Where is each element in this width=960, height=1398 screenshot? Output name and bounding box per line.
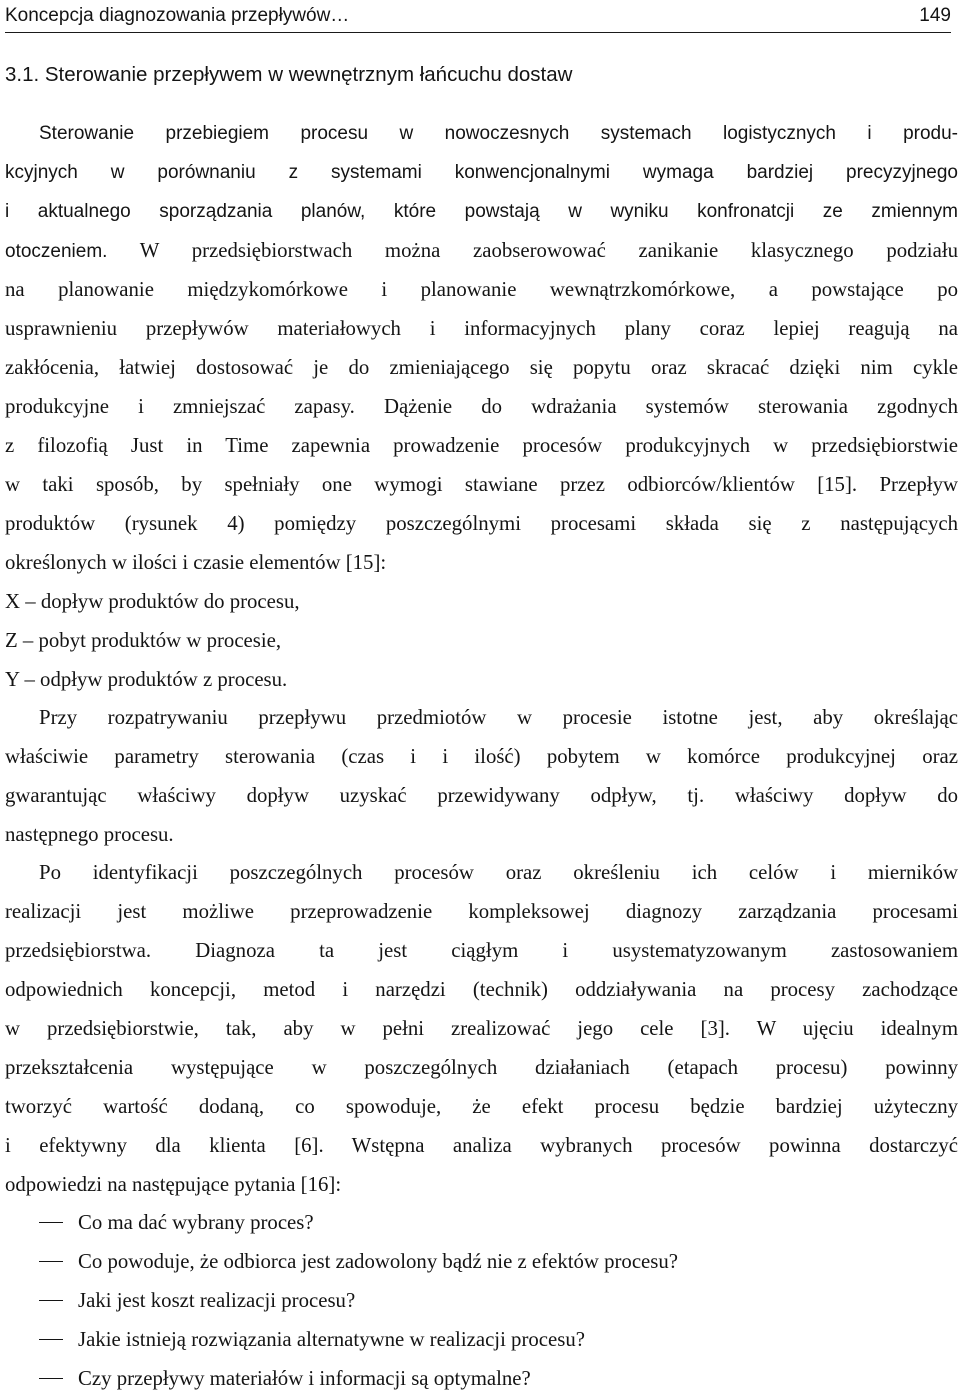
- paragraph-line-part: otoczeniem.: [5, 241, 108, 262]
- questions-list: [5, 1203, 945, 1398]
- paragraph-intro: [5, 114, 958, 699]
- flow-element-item: X – dopływ produktów do procesu,: [5, 590, 300, 613]
- list-item-text: Jakie istnieją rozwiązania alternatywne w realizacji procesu?: [78, 1328, 585, 1351]
- list-item: [5, 1242, 945, 1281]
- list-item: [5, 1281, 945, 1320]
- list-item-text: Co powoduje, że odbiorca jest zadowolony bądź nie z efektów procesu?: [78, 1250, 679, 1273]
- paragraph-line: tworzyć wartość dodaną, co spowoduje, że efekt procesu będzie bardziej użyteczny: [5, 1095, 958, 1118]
- paragraph-line: właściwie parametry sterowania (czas i i ilość) pobytem w komórce produkcyjnej oraz: [5, 745, 958, 768]
- list-item-text: Czy przepływy materiałów i informacji są optymalne?: [78, 1367, 531, 1390]
- paragraph-line: w przedsiębiorstwie, tak, aby w pełni zrealizować jego cele [3]. W ujęciu idealnym: [5, 1017, 958, 1040]
- dash-bullet-icon: [39, 1222, 63, 1223]
- dash-bullet-icon: [39, 1300, 63, 1301]
- dash-bullet-icon: [39, 1261, 63, 1262]
- paragraph-line: [5, 231, 958, 270]
- paragraph-line: gwarantując właściwy dopływ uzyskać przewidywany odpływ, tj. właściwy dopływ do: [5, 784, 958, 807]
- section-heading: 3.1. Sterowanie przepływem w wewnętrznym łańcuchu dostaw: [5, 63, 573, 86]
- paragraph-line: na planowanie międzykomórkowe i planowanie wewnątrzkomórkowe, a powstające po: [5, 278, 958, 301]
- paragraph-line: realizacji jest możliwe przeprowadzenie kompleksowej diagnozy zarządzania procesami: [5, 900, 958, 923]
- list-item: [5, 1203, 945, 1242]
- paragraph-line: odpowiedzi na następujące pytania [16]:: [5, 1173, 342, 1196]
- dash-bullet-icon: [39, 1378, 63, 1379]
- flow-element-item: Y – odpływ produktów z procesu.: [5, 668, 288, 691]
- paragraph-diagnosis: [5, 853, 958, 1204]
- paragraph-line: następnego procesu.: [5, 823, 174, 846]
- paragraph-line: zakłócenia, łatwiej dostosować je do zmieniającego się popytu oraz skracać dzięki nim cykle: [5, 356, 958, 379]
- list-item-text: Co ma dać wybrany proces?: [78, 1211, 314, 1234]
- paragraph-line: kcyjnych w porównaniu z systemami konwencjonalnymi wymaga bardziej precyzyjnego: [5, 162, 958, 183]
- list-item: [5, 1359, 945, 1398]
- paragraph-line: i efektywny dla klienta [6]. Wstępna analiza wybranych procesów powinna dostarczyć: [5, 1134, 958, 1157]
- running-header-title: Koncepcja diagnozowania przepływów…: [5, 5, 350, 26]
- paragraph-line: Przy rozpatrywaniu przepływu przedmiotów w procesie istotne jest, aby określając: [39, 706, 958, 729]
- list-item: [5, 1320, 945, 1359]
- running-header: [5, 0, 951, 33]
- paragraph-line-part: W przedsiębiorstwach można zaobserowować zanikanie klasycznego podziału: [107, 239, 958, 262]
- paragraph-line: odpowiednich koncepcji, metod i narzędzi (technik) oddziaływania na procesy zachodzące: [5, 978, 958, 1001]
- dash-bullet-icon: [39, 1339, 63, 1340]
- paragraph-line: Sterowanie przebiegiem procesu w nowoczesnych systemach logistycznych i produ-: [39, 123, 958, 144]
- paragraph-line: Po identyfikacji poszczególnych procesów oraz określeniu ich celów i mierników: [39, 861, 958, 884]
- paragraph-flow-parameters: [5, 698, 958, 854]
- flow-element-item: Z – pobyt produktów w procesie,: [5, 629, 282, 652]
- paragraph-line: z filozofią Just in Time zapewnia prowadzenie procesów produkcyjnych w przedsiębiorstwie: [5, 434, 958, 457]
- paragraph-line: przekształcenia występujące w poszczególnych działaniach (etapach procesu) powinny: [5, 1056, 958, 1079]
- paragraph-line: usprawnieniu przepływów materiałowych i informacyjnych plany coraz lepiej reagują na: [5, 317, 958, 340]
- paragraph-line: określonych w ilości i czasie elementów [15]:: [5, 551, 387, 574]
- paragraph-line: i aktualnego sporządzania planów, które powstają w wyniku konfronatcji ze zmiennym: [5, 201, 958, 222]
- paragraph-line: w taki sposób, by spełniały one wymogi stawiane przez odbiorców/klientów [15]. Przepływ: [5, 473, 958, 496]
- paragraph-line: produktów (rysunek 4) pomiędzy poszczególnymi procesami składa się z następujących: [5, 512, 958, 535]
- page-number: 149: [919, 5, 951, 26]
- list-item-text: Jaki jest koszt realizacji procesu?: [78, 1289, 356, 1312]
- paragraph-line: przedsiębiorstwa. Diagnoza ta jest ciągłym i usystematyzowanym zastosowaniem: [5, 939, 958, 962]
- paragraph-line: produkcyjne i zmniejszać zapasy. Dążenie do wdrażania systemów sterowania zgodnych: [5, 395, 958, 418]
